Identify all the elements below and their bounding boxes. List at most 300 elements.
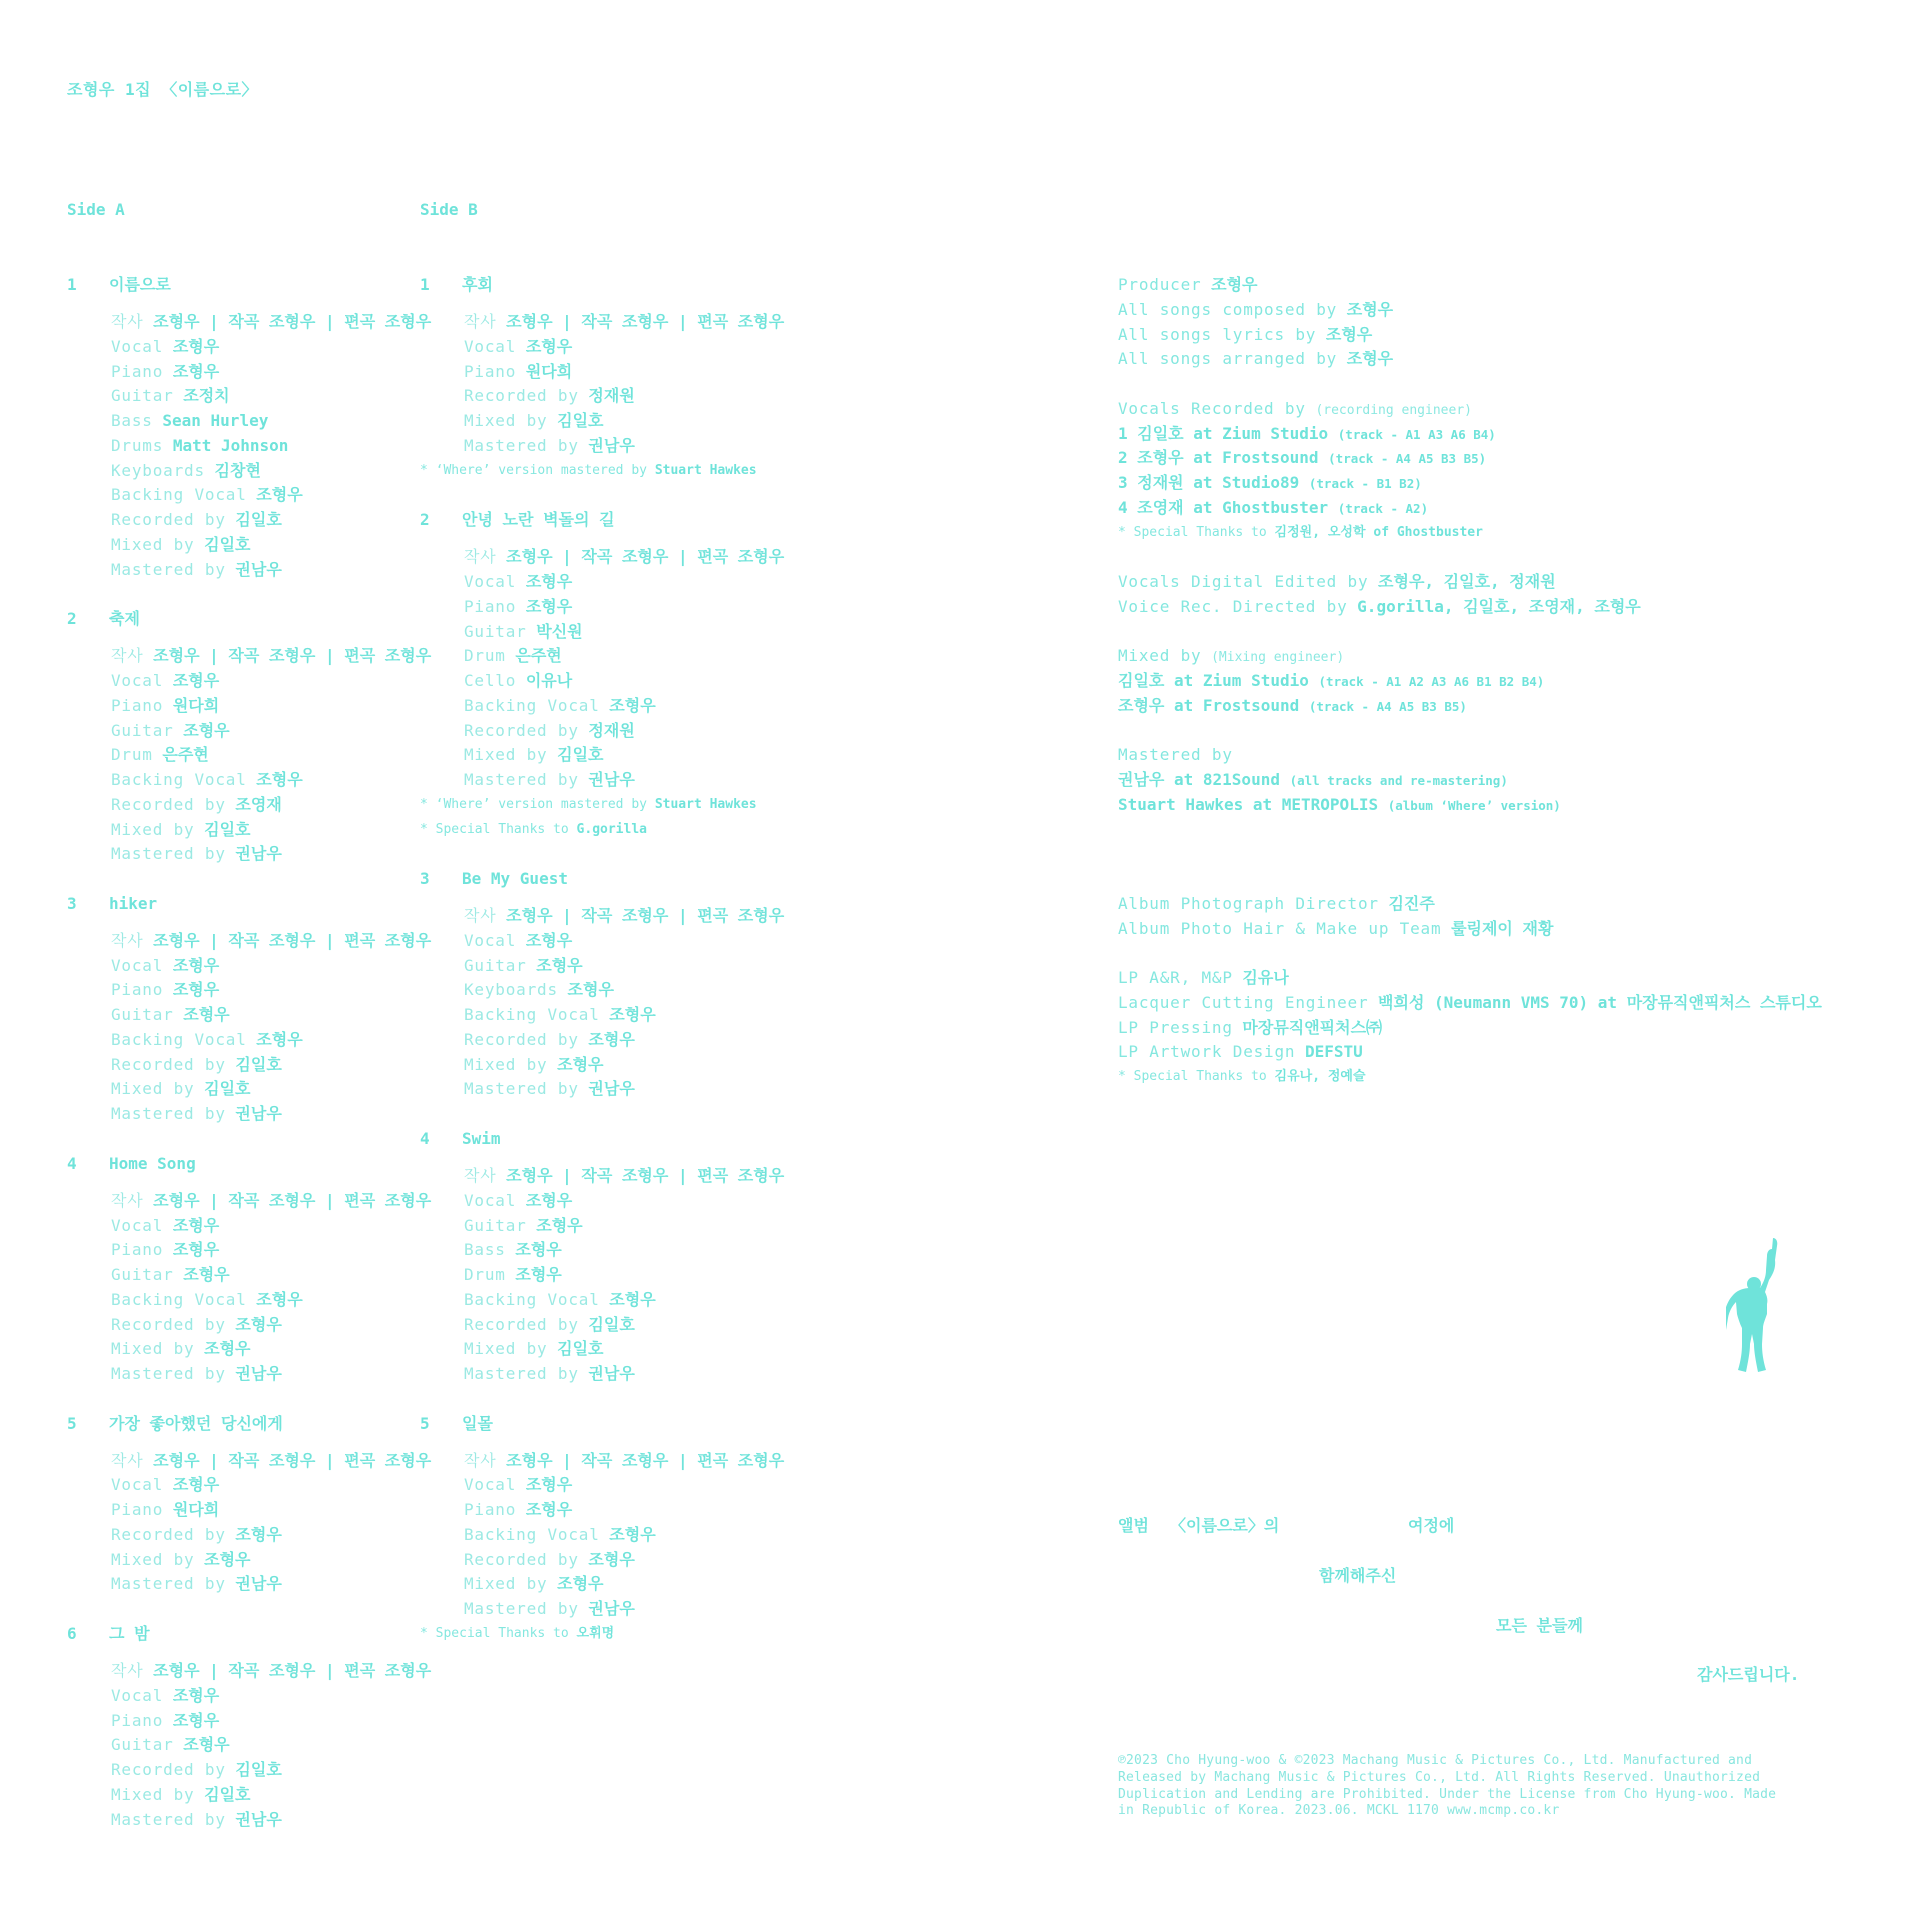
track-title: Home Song [109,1153,196,1173]
credit-name: 조형우 [172,1475,220,1495]
track-title: 그 밤 [109,1623,150,1643]
credit-name: 정재원 [588,720,635,740]
engineer-tracks: (album ‘Where’ version) [1387,797,1561,813]
credit-role: Backing Vocal [111,770,247,790]
credit-name: 조형우 [525,1500,573,1520]
credit-name: 조형우 | 작곡 조형우 | 편곡 조형우 [153,1450,432,1470]
credit-role: Mixed by [464,411,548,431]
credit-name: 조형우 [557,1054,604,1074]
footnote-name: 오휘명 [576,1625,615,1641]
credit-line [420,1189,760,1214]
credit-name: 조형우 | 작곡 조형우 | 편곡 조형우 [506,906,785,926]
credit-name: 조형우 [588,1029,635,1049]
credit-line [420,1313,760,1338]
credit-role: Recorded by [111,1524,226,1544]
track-block [420,1127,785,1412]
credit-role: Recorded by [111,1760,226,1780]
track-footnote [420,1622,760,1647]
credit-line [67,1288,407,1313]
footnote-name: 김유나, 정예슬 [1274,1069,1366,1084]
credit-role: 작사 [464,312,497,332]
credit-name: 조형우 | 작곡 조형우 | 편곡 조형우 [506,1166,785,1186]
album-credits [1118,273,1878,1090]
track-footnote [420,459,760,484]
credit-name: 조형우 [235,1524,282,1544]
credit-name: G.gorilla, 김일호, 조영재, 조형우 [1357,596,1641,616]
credit-name: 박신원 [536,621,583,641]
credit-name: 조형우 [609,695,656,715]
credit-name: 이유나 [525,671,573,691]
track-block [67,1152,432,1412]
credit-role: Guitar [111,1735,174,1755]
credit-line [1118,1016,1878,1041]
credit-role: Vocal [464,1190,517,1210]
credit-name: 조형우 [557,1574,604,1594]
credit-role: Producer [1118,275,1202,294]
credit-role: Piano [111,1240,164,1260]
credit-role: All songs lyrics by [1118,324,1317,344]
credit-name: 조형우 [515,1240,562,1260]
credit-line [67,1808,407,1833]
track-title: 안녕 노란 벽돌의 길 [462,510,615,530]
track-number: 3 [420,869,430,889]
credit-name: DEFSTU [1305,1042,1363,1062]
credit-name: 조형우 | 작곡 조형우 | 편곡 조형우 [506,312,785,332]
credit-line [420,669,760,694]
credit-line [67,1003,407,1028]
credit-role: Recorded by [464,1029,579,1049]
credit-name: 조형우, 김일호, 정재원 [1378,572,1556,591]
credit-line [67,1077,407,1102]
credit-name: 조형우 [525,1475,573,1495]
credit-name: 김일호 [204,534,251,554]
credit-name: 권남우 [235,559,282,579]
credit-line [1118,347,1878,372]
thanks-word-2: 〈이름으로〉의 [1170,1516,1280,1535]
credit-role: Recorded by [111,1054,226,1074]
track-header [420,1127,760,1152]
thanks-word-1: 앨범 [1118,1516,1149,1535]
credit-name: 권남우 [235,1364,282,1384]
credit-name: 조형우 | 작곡 조형우 | 편곡 조형우 [153,1190,432,1210]
credit-name: 권남우 [588,1079,635,1099]
credit-line [420,954,760,979]
credit-line [1118,595,1878,620]
credit-role: LP Artwork Design [1118,1042,1296,1062]
credit-role: Guitar [111,1265,174,1285]
credit-name: 조형우 [172,1710,220,1730]
credit-line [1118,1040,1878,1065]
credit-role: Mixed by [464,1339,548,1359]
credit-line [420,1597,760,1622]
credit-line [67,1659,432,1684]
credit-name: 조형우 [172,1685,220,1705]
credit-name: 조형우 [525,596,573,616]
credit-name: 조형우 [609,1005,656,1025]
credit-role: Recorded by [111,794,226,814]
credit-line [420,1523,760,1548]
credit-role: Piano [111,361,164,381]
footnote-name: Stuart Hawkes [654,796,757,812]
credit-role: Keyboards [111,460,205,480]
credit-line [67,842,407,867]
credit-line [67,1238,407,1263]
credit-line [420,1263,760,1288]
credit-line [67,1263,407,1288]
credit-name: 권남우 [235,1574,282,1594]
credit-role: Mastered by [464,1079,579,1099]
track-number: 2 [67,609,77,629]
credit-role: Mixed by [111,1549,195,1569]
credit-role: Guitar [111,386,174,406]
credit-line [420,743,760,768]
track-block [67,607,432,892]
credit-role: Backing Vocal [464,1524,600,1544]
credit-role: Vocal [111,336,164,356]
credit-line [67,1189,432,1214]
credit-name: 김일호 [557,745,604,765]
credit-line [67,1214,407,1239]
credit-line [1118,917,1878,942]
credit-name: 권남우 [588,770,635,790]
engineer-line [1118,768,1878,793]
credit-name: 김일호 [235,510,282,530]
credit-line [420,1473,760,1498]
credit-line [420,1053,760,1078]
track-number: 3 [67,893,77,913]
credit-role: Mastered by [464,435,579,455]
track-footnote [420,793,760,818]
lp-footnote [1118,1065,1878,1090]
credit-role: 작사 [464,1450,497,1470]
footnote-name: G.gorilla [576,821,647,837]
credit-line [67,1758,407,1783]
credit-role: Recorded by [111,510,226,530]
credit-name: 조형우 [172,980,220,1000]
credit-name: 백희성 (Neumann VMS 70) at 마장뮤직앤픽처스 스튜디오 [1378,992,1822,1012]
credit-line [67,1313,407,1338]
track-header [67,1412,407,1437]
credit-name: 조형우 [256,485,303,505]
credit-name: 조형우 [204,1549,251,1569]
credit-role: Piano [111,1710,164,1730]
credit-name: 조형우 [525,1190,573,1210]
credit-line [420,904,785,929]
credit-name: 조형우 [1211,275,1258,294]
credit-line [1118,273,1878,298]
credit-role: Vocals Recorded by [1118,398,1306,418]
credit-name: 조형우 | 작곡 조형우 | 편곡 조형우 [506,547,785,567]
credit-line [420,1238,760,1263]
credit-name: 김일호 [204,1784,251,1804]
credit-line [67,1572,407,1597]
track-block [67,273,432,607]
credit-role: Backing Vocal [111,1289,247,1309]
track-header [67,1152,407,1177]
credit-name: 조형우 [609,1289,656,1309]
engineer-line [1118,496,1878,521]
credit-role: Recorded by [464,1314,579,1334]
credit-line [67,1523,407,1548]
engineer-line [1118,422,1878,447]
credit-role: Mastered by [111,844,226,864]
credit-role: Piano [111,980,164,1000]
engineer-tracks: (track - A2) [1337,500,1429,516]
credit-line [420,384,760,409]
track-header [420,1412,760,1437]
track-title: 일몰 [462,1413,493,1433]
credit-line [67,743,407,768]
credit-name: 김일호 [235,1054,282,1074]
credit-name: Matt Johnson [172,435,289,455]
track-number: 2 [420,510,430,530]
credit-name: 조형우 | 작곡 조형우 | 편곡 조형우 [153,312,432,332]
credit-line [420,409,760,434]
credit-name: 조형우 [183,1735,230,1755]
track-number: 1 [67,275,77,294]
credit-role: Backing Vocal [111,485,247,505]
credit-name: 조형우 [172,336,220,356]
credit-role: 작사 [111,646,144,666]
album-title: 조형우 1집 〈이름으로〉 [67,80,259,99]
track-number: 6 [67,1623,77,1643]
credit-role: Backing Vocal [111,1029,247,1049]
copyright-notice: ℗2023 Cho Hyung-woo & ©2023 Machang Music & Pictures Co., Ltd. Manufactured and Released by Machang Music & Pictures Co., Ltd. All Rights Reserved. Unauthorized Duplication and Lending are Prohibited. Under the License from Cho Hyung-woo. Made in Republic of Korea. 2023.06. MCKL 1170 www.mcmp.co.kr [1118,1753,1777,1819]
credit-name: 권남우 [235,1104,282,1124]
engineer-line [1118,446,1878,471]
credit-name: 조형우 | 작곡 조형우 | 편곡 조형우 [153,930,432,950]
credit-line [420,1548,760,1573]
credit-line [420,310,785,335]
footnote-text: * Special Thanks to [1118,1069,1275,1084]
engineer-name: Stuart Hawkes at METROPOLIS [1118,794,1379,814]
engineer-line [1118,694,1878,719]
track-footnote [420,818,760,843]
credit-line [67,1053,407,1078]
credit-role: Vocal [464,572,517,592]
track-block [420,1412,785,1672]
credit-role: All songs composed by [1118,299,1338,319]
credit-role: Mixed by [464,1054,548,1074]
footnote-text: * ‘Where’ version mastered by [420,796,655,812]
engineer-tracks: (track - A1 A3 A6 B4) [1337,426,1496,442]
credit-line [420,1077,760,1102]
track-number: 5 [420,1413,430,1433]
credit-line [67,929,432,954]
track-header [67,1622,407,1647]
credit-role: Drum [464,646,506,666]
engineer-tracks: (track - B1 B2) [1308,476,1422,491]
credit-line [67,1362,407,1387]
mastered-by-label [1118,743,1878,768]
credit-line [67,1102,407,1127]
footnote-text: * Special Thanks to [420,821,577,837]
credit-role: Vocals Digital Edited by [1118,572,1369,591]
credit-line [67,1473,407,1498]
credit-name: 조형우 [172,955,220,975]
engineer-name: 2 조형우 at Frostsound [1118,448,1319,468]
credit-role: Vocal [464,930,517,950]
credit-name: 조형우 [256,1289,303,1309]
credit-line [67,793,407,818]
track-block [420,508,785,867]
credit-line [1118,570,1878,595]
thanks-word-3: 여정에 [1408,1516,1455,1535]
credit-line [420,768,760,793]
credit-name: 김일호 [204,1079,251,1099]
credit-line [420,595,760,620]
credit-line [1118,966,1878,991]
credit-role: Backing Vocal [464,1289,600,1309]
credit-line [420,1337,760,1362]
credit-role: Drum [464,1265,506,1285]
track-header [67,273,407,298]
side-b-title: Side B [420,200,478,219]
credit-role: Guitar [464,1215,527,1235]
credit-line [67,1548,407,1573]
credit-role: Keyboards [464,980,558,1000]
credit-line [420,1164,785,1189]
credit-role: Mastered by [111,1809,226,1829]
credit-role: All songs arranged by [1118,349,1338,369]
thanks-word-5: 모든 분들께 [1496,1616,1583,1635]
track-block [420,867,785,1127]
credit-name: 조형우 [567,980,614,1000]
credit-line [67,1028,407,1053]
credit-line [67,459,407,484]
credit-line [420,1288,760,1313]
track-title: hiker [109,893,158,913]
track-title: 가장 좋아했던 당신에게 [109,1413,283,1433]
credit-role: Mixed by [111,1079,195,1099]
raised-arm-figure-icon [1726,1236,1786,1378]
credit-role: Guitar [111,1005,174,1025]
credit-name: 김일호 [235,1760,282,1780]
credit-role: Mixed by [1118,646,1202,666]
track-number: 4 [420,1128,430,1148]
credit-line [67,1498,407,1523]
credit-name: 은주현 [515,646,562,666]
credit-name: 원다희 [172,1500,220,1520]
vocals-recorded-label [1118,397,1878,422]
side-b-tracklist [420,273,785,1671]
track-title: Swim [462,1128,501,1148]
credit-name: 조형우 [172,361,220,381]
credit-role: Guitar [464,955,527,975]
credit-line [67,1783,407,1808]
credit-name: 조형우 [536,955,583,975]
credit-name: 권남우 [588,1364,635,1384]
credit-line [67,818,407,843]
credit-role: Album Photo Hair & Make up Team [1118,918,1442,938]
credit-role: Vocal [464,1475,517,1495]
credit-name: 조형우 [256,770,303,790]
credit-name: 정재원 [588,386,635,406]
credit-name: 김진주 [1388,893,1435,913]
credit-role: Vocal [464,336,517,356]
credit-line [420,434,760,459]
credit-role: Guitar [111,720,174,740]
track-title: 축제 [109,609,140,629]
engineer-name: 3 정재원 at Studio89 [1118,473,1300,492]
engineer-tracks: (track - A4 A5 B3 B5) [1328,451,1487,467]
engineer-name: 권남우 at 821Sound [1118,770,1280,789]
track-header [420,867,760,892]
credit-line [67,434,407,459]
credit-role: Vocal [111,955,164,975]
credit-role: Bass [464,1240,506,1260]
footnote-text: * Special Thanks to [1118,524,1275,540]
credit-line [420,545,785,570]
credit-name: 조형우 [525,930,573,950]
credit-role: Recorded by [464,1549,579,1569]
credit-name: 은주현 [162,745,209,765]
engineer-line [1118,669,1878,694]
credit-role: 작사 [111,1450,144,1470]
credit-line [420,1572,760,1597]
credit-line [67,1337,407,1362]
credit-role: Mixed by [111,819,195,839]
credit-line [67,1709,407,1734]
track-header [67,607,407,632]
credit-line [67,360,407,385]
credit-name: 원다희 [172,695,220,715]
credit-line [420,1362,760,1387]
track-number: 4 [67,1153,77,1173]
credit-name: 조형우 [515,1265,562,1285]
footnote-name: 김정원, 오성학 of Ghostbuster [1274,524,1483,540]
credit-line [420,360,760,385]
track-block [67,892,432,1152]
credit-role: Cello [464,671,517,691]
engineer-tracks: (track - A4 A5 B3 B5) [1308,698,1467,714]
credit-role: 작사 [464,1166,497,1186]
credit-line [420,1214,760,1239]
credit-line [67,1684,407,1709]
credit-line [420,929,760,954]
credit-role: Recorded by [464,720,579,740]
engineer-name: 김일호 at Zium Studio [1118,671,1309,690]
credit-role: 작사 [464,906,497,926]
credit-line [67,978,407,1003]
credit-role: Vocal [111,671,164,691]
credit-name: Sean Hurley [162,411,269,431]
credit-line [67,644,432,669]
credit-name: 조형우 [183,1005,230,1025]
credit-name: 김일호 [557,1339,604,1359]
credit-name: 조형우 [235,1314,282,1334]
credit-name: 조형우 [525,336,573,356]
credit-name: 조형우 [172,671,220,691]
credit-role: Piano [464,361,517,381]
credit-role: LP Pressing [1118,1017,1233,1037]
credit-line [67,954,407,979]
credit-line [67,335,407,360]
credit-name: 조형우 [172,1240,220,1260]
credit-line [1118,298,1878,323]
credit-line [67,1733,407,1758]
credit-line [67,508,407,533]
thanks-word-4: 함께해주신 [1319,1566,1397,1585]
credit-role: Mastered by [111,1364,226,1384]
credit-name: 조정치 [183,386,230,406]
credit-name: 조형우 [1346,299,1394,319]
thanks-word-6: 감사드립니다. [1697,1665,1800,1684]
engineer-tracks: (track - A1 A2 A3 A6 B1 B2 B4) [1318,674,1545,689]
credit-line [67,1449,432,1474]
credit-name: 룰링제이 재황 [1451,918,1554,938]
credit-role: Mastered by [111,1104,226,1124]
